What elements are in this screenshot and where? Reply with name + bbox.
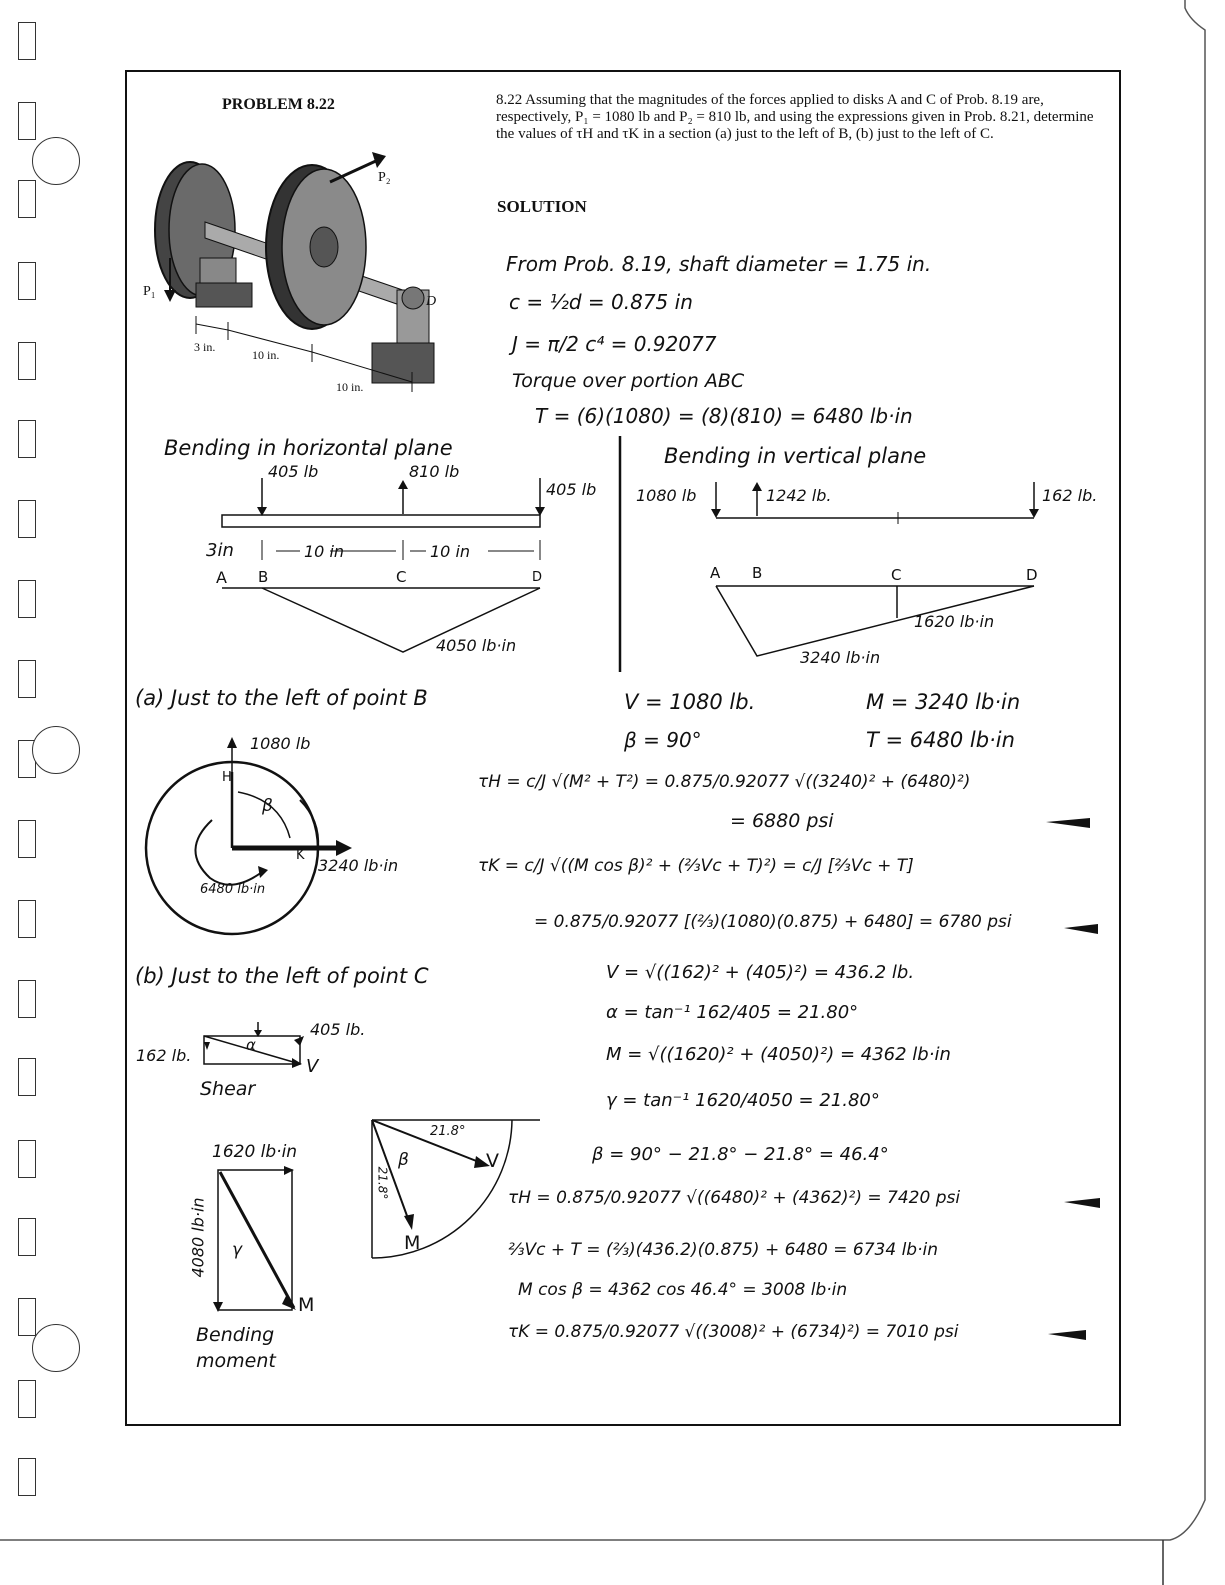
vector-v: V [486,1150,499,1172]
part-b-vc-t: ⅔Vc + T = (⅔)(436.2)(0.875) + 6480 = 6734 lb·in [508,1240,938,1260]
part-a-m: M = 3240 lb·in [866,690,1021,714]
bend-label-1: Bending [196,1324,275,1346]
part-b-gamma: γ = tan⁻¹ 1620/4050 = 21.80° [606,1090,880,1111]
part-a-title: (a) Just to the left of point B [135,686,428,710]
shear-v: V [306,1056,319,1077]
h-point-b: B [258,568,269,586]
solution-label: SOLUTION [497,197,587,216]
bend-1620: 1620 lb·in [212,1142,298,1162]
part-a-beta: β = 90° [624,728,702,752]
bend-gamma: γ [232,1240,243,1260]
fig-a-torque: 6480 lb·in [200,882,266,897]
fig-a-k: K [296,848,305,863]
shear-label: Shear [200,1078,256,1100]
v-point-b: B [752,564,763,582]
vector-21-8-b: 21.8° [375,1166,390,1200]
given-line-2: c = ½d = 0.875 in [509,290,693,314]
part-b-beta: β = 90° − 21.8° − 21.8° = 46.4° [592,1144,889,1165]
v-force-162: 162 lb. [1042,486,1098,505]
part-b-tau-h: τH = 0.875/0.92077 √((6480)² + (4362)²) = 7420 psi [508,1188,961,1208]
part-a-tau-h-result: = 6880 psi [730,810,834,832]
h-force-405-left: 405 lb [268,462,319,481]
fig-a-force: 1080 lb [250,734,311,753]
part-b-m: M = √((1620)² + (4050)²) = 4362 lb·in [606,1044,951,1065]
shear-405: 405 lb. [310,1020,366,1039]
h-moment-max: 4050 lb·in [436,636,517,655]
given-line-4: Torque over portion ABC [512,370,745,392]
given-line-1: From Prob. 8.19, shaft diameter = 1.75 in. [506,252,932,276]
v-point-c: C [891,566,902,584]
bend-m: M [298,1294,315,1316]
dim-10in-b: 10 in. [336,380,364,394]
part-a-tau-k-result: = 0.875/0.92077 [(⅔)(1080)(0.875) + 6480] = 6780 psi [534,912,1012,932]
h-dim-10in-b: 10 in [430,542,471,561]
v-force-1080: 1080 lb [636,486,697,505]
part-a-t: T = 6480 lb·in [866,728,1015,752]
vector-beta: β [398,1150,409,1170]
part-a-tau-h-expr: τH = c/J √(M² + T²) = 0.875/0.92077 √((3240)² + (6480)²) [478,772,971,792]
bend-label-2: moment [196,1350,276,1372]
shear-162: 162 lb. [136,1046,192,1065]
v-moment-b: 3240 lb·in [800,648,881,667]
problem-statement: 8.22 Assuming that the magnitudes of the forces applied to disks A and C of Prob. 8.19 are, respectively, P₁ = 1080 lb and P₂ = 810 lb, and using the expressions given in Prob. 8.21, determine the values of τH and τK in a section (a) just to the left of B, (b) just to the left of C. [496,92,1094,142]
dim-3in: 3 in. [194,340,216,354]
given-line-5: T = (6)(1080) = (8)(810) = 6480 lb·in [535,404,913,428]
vector-21-8-a: 21.8° [430,1124,466,1139]
part-a-tau-k-expr: τK = c/J √((M cos β)² + (⅔Vc + T)²) = c/J [⅔Vc + T] [478,856,914,876]
fig-a-beta: β [262,796,273,816]
v-moment-c: 1620 lb·in [914,612,995,631]
p1-label: P₁ [143,284,156,299]
p2-label: P₂ [378,170,391,185]
horizontal-title: Bending in horizontal plane [164,436,453,460]
part-b-mcos: M cos β = 4362 cos 46.4° = 3008 lb·in [518,1280,848,1300]
h-dim-10in-a: 10 in [304,542,345,561]
part-b-tau-k: τK = 0.875/0.92077 √((3008)² + (6734)²) = 7010 psi [508,1322,959,1342]
v-point-a: A [710,564,721,582]
dim-10in-a: 10 in. [252,348,280,362]
part-b-title: (b) Just to the left of point C [135,964,429,988]
part-a-v: V = 1080 lb. [624,690,756,714]
given-line-3: J = π/2 c⁴ = 0.92077 [512,332,717,356]
fig-a-h: H [222,770,232,785]
problem-label: PROBLEM 8.22 [222,96,335,113]
v-force-1242: 1242 lb. [766,486,832,505]
h-point-d: D [532,570,543,585]
h-dim-3in: 3in [206,540,234,561]
fig-a-moment: 3240 lb·in [318,856,399,875]
shear-alpha: α [246,1036,256,1054]
h-force-810: 810 lb [409,462,460,481]
vertical-title: Bending in vertical plane [664,444,927,468]
d-label: D [426,294,437,309]
h-force-405-right: 405 lb [546,480,597,499]
part-b-alpha: α = tan⁻¹ 162/405 = 21.80° [606,1002,859,1023]
vector-m: M [404,1232,421,1254]
h-point-a: A [216,568,227,587]
bend-4080: 4080 lb·in [188,1197,208,1278]
h-point-c: C [396,568,407,586]
part-b-v: V = √((162)² + (405)²) = 436.2 lb. [606,962,915,983]
v-point-d: D [1026,566,1038,584]
